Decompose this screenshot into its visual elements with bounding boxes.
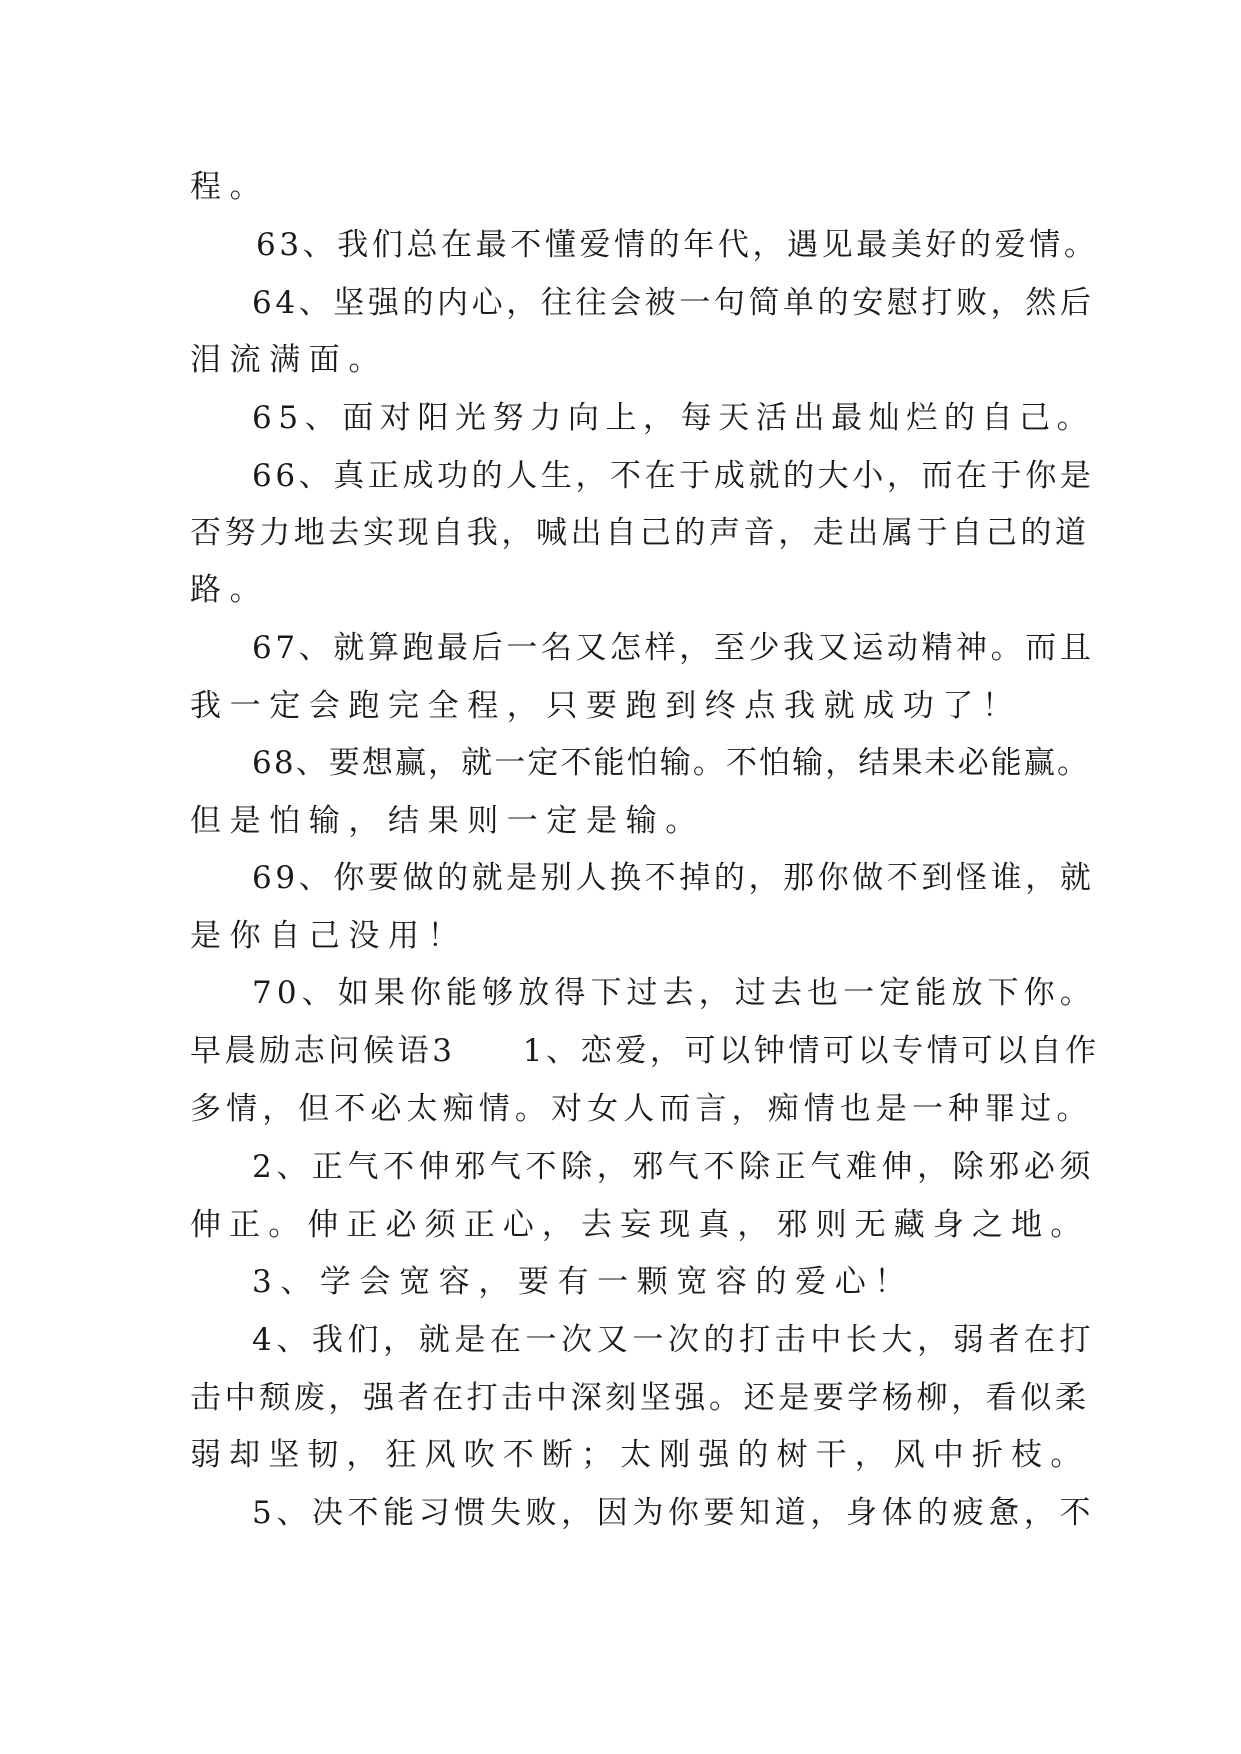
text-line: 67、就算跑最后一名又怎样，至少我又运动精神。而且 xyxy=(252,630,1095,666)
text-line: 我一定会跑完全程，只要跑到终点我就成功了！ xyxy=(190,688,1022,724)
text-line: 泪流满面。 xyxy=(190,342,388,378)
text-line: 65、面对阳光努力向上，每天活出最灿烂的自己。 xyxy=(252,400,1095,436)
section-heading-line: 早晨励志问候语3 1、恋爱，可以钟情可以专情可以自作 xyxy=(190,1033,1100,1069)
text-line: 伸正。伸正必须正心，去妄现真，邪则无藏身之地。 xyxy=(190,1207,1090,1243)
text-line: 63、我们总在最不懂爱情的年代，遇见最美好的爱情。 xyxy=(256,227,1099,263)
text-line: 多情，但不必太痴情。对女人而言，痴情也是一种罪过。 xyxy=(190,1091,1093,1127)
text-line: 程。 xyxy=(190,169,270,205)
text-line: 路。 xyxy=(190,572,270,608)
text-line: 击中颓废，强者在打击中深刻坚强。还是要学杨柳，看似柔 xyxy=(190,1380,1090,1416)
text-line: 是你自己没用！ xyxy=(190,918,468,954)
text-line: 4、我们，就是在一次又一次的打击中长大，弱者在打 xyxy=(252,1322,1096,1358)
text-line: 但是怕输，结果则一定是输。 xyxy=(190,803,705,839)
text-line: 69、你要做的就是别人换不掉的，那你做不到怪谁，就 xyxy=(252,860,1095,896)
text-line: 弱却坚韧，狂风吹不断；太刚强的树干，风中折枝。 xyxy=(190,1437,1090,1473)
text-line: 5、决不能习惯失败，因为你要知道，身体的疲惫，不 xyxy=(252,1495,1096,1531)
text-line: 70、如果你能够放得下过去，过去也一定能放下你。 xyxy=(252,975,1096,1011)
text-line: 否努力地去实现自我，喊出自己的声音，走出属于自己的道 xyxy=(190,515,1090,551)
text-line: 68、要想赢，就一定不能怕输。不怕输，结果未必能赢。 xyxy=(252,745,1091,781)
text-line: 2、正气不伸邪气不除，邪气不除正气难伸，除邪必须 xyxy=(252,1149,1096,1185)
text-line: 66、真正成功的人生，不在于成就的大小，而在于你是 xyxy=(252,458,1095,494)
text-line: 64、坚强的内心，往往会被一句简单的安慰打败，然后 xyxy=(252,285,1095,321)
text-line: 3、学会宽容，要有一颗宽容的爱心！ xyxy=(252,1264,914,1300)
